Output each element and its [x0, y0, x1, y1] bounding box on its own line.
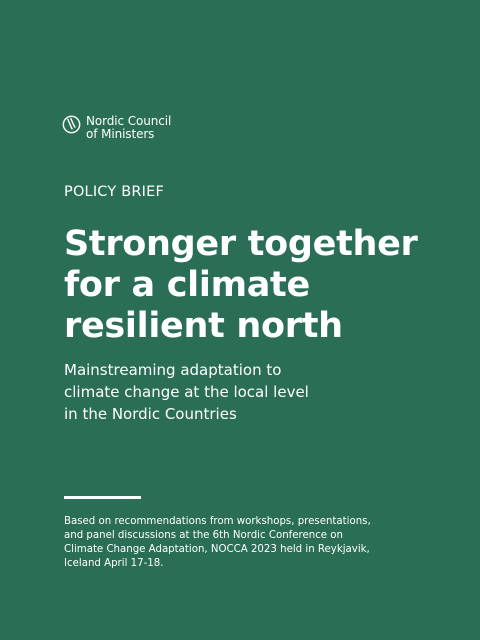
publisher-name-line-1: Nordic Council: [86, 114, 172, 128]
note-line: Based on recommendations from workshops, presentations,: [64, 516, 371, 527]
subtitle-line: climate change at the local level: [64, 383, 309, 401]
document-subtitle: [64, 359, 309, 425]
subtitle-line: in the Nordic Countries: [64, 405, 237, 423]
note-line: Iceland April 17-18.: [64, 558, 164, 569]
title-line: for a climate: [64, 265, 310, 305]
publisher-name: [86, 115, 171, 141]
title-line: resilient north: [64, 306, 343, 346]
nordic-swan-icon: [62, 115, 81, 134]
divider-rule: [64, 496, 141, 499]
publisher-name-line-2: of Ministers: [86, 127, 155, 141]
source-note: [64, 515, 371, 571]
publisher-logo: [62, 115, 171, 141]
document-title: [64, 224, 464, 347]
title-line: Stronger together: [64, 224, 418, 264]
note-line: and panel discussions at the 6th Nordic Conference on: [64, 530, 343, 541]
note-line: Climate Change Adaptation, NOCCA 2023 held in Reykjavik,: [64, 544, 370, 555]
document-type: POLICY BRIEF: [64, 184, 165, 200]
subtitle-line: Mainstreaming adaptation to: [64, 361, 282, 379]
